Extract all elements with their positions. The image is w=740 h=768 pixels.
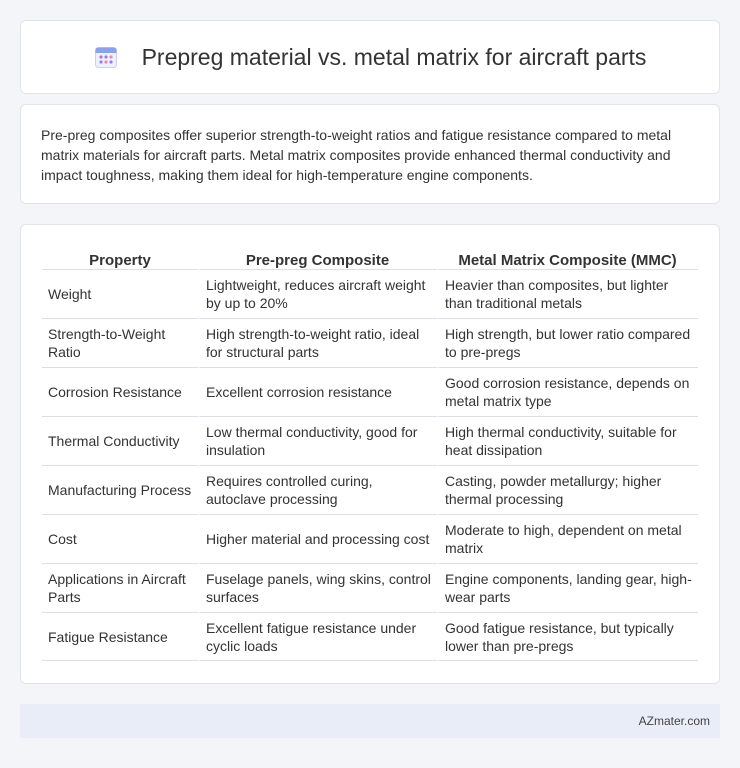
intro-card <box>20 104 720 204</box>
mmc-cell: Engine components, landing gear, high-wear parts <box>437 563 698 612</box>
page-title: Prepreg material vs. metal matrix for aircraft parts <box>141 43 647 70</box>
table-row <box>42 318 698 367</box>
property-cell: Fatigue Resistance <box>42 612 198 661</box>
prepreg-cell: Lightweight, reduces aircraft weight by up to 20% <box>198 269 437 318</box>
table-row <box>42 612 698 661</box>
property-cell: Manufacturing Process <box>42 465 198 514</box>
mmc-cell: Casting, powder metallurgy; higher thermal processing <box>437 465 698 514</box>
prepreg-cell: Fuselage panels, wing skins, control surfaces <box>198 563 437 612</box>
footer-site-link[interactable]: AZmater.com <box>638 714 710 728</box>
mmc-cell: Good corrosion resistance, depends on metal matrix type <box>437 367 698 416</box>
mmc-cell: Moderate to high, dependent on metal matrix <box>437 514 698 563</box>
header-property: Property <box>89 252 151 269</box>
property-cell: Weight <box>42 269 198 318</box>
footer <box>20 704 720 738</box>
header-mmc: Metal Matrix Composite (MMC) <box>458 252 677 269</box>
table-row <box>42 465 698 514</box>
comparison-table <box>42 245 698 661</box>
table-header-row <box>42 245 698 269</box>
table-row <box>42 514 698 563</box>
prepreg-cell: Excellent fatigue resistance under cyclic loads <box>198 612 437 661</box>
intro-text: Pre-preg composites offer superior strength-to-weight ratios and fatigue resistance compared to metal matrix materials for aircraft parts. Metal matrix composites provide enhanced thermal conductivity and impact toughness, making them ideal for high-temperature engine components. <box>41 127 672 183</box>
table-row <box>42 416 698 465</box>
table-row <box>42 367 698 416</box>
prepreg-cell: Requires controlled curing, autoclave processing <box>198 465 437 514</box>
table-row <box>42 269 698 318</box>
mmc-cell: High strength, but lower ratio compared to pre-pregs <box>437 318 698 367</box>
header-prepreg: Pre-preg Composite <box>245 252 390 269</box>
prepreg-cell: Low thermal conductivity, good for insulation <box>198 416 437 465</box>
property-cell: Applications in Aircraft Parts <box>42 563 198 612</box>
table-row <box>42 563 698 612</box>
property-cell: Cost <box>42 514 198 563</box>
mmc-cell: Heavier than composites, but lighter than traditional metals <box>437 269 698 318</box>
prepreg-cell: High strength-to-weight ratio, ideal for structural parts <box>198 318 437 367</box>
property-cell: Corrosion Resistance <box>42 367 198 416</box>
mmc-cell: Good fatigue resistance, but typically lower than pre-pregs <box>437 612 698 661</box>
prepreg-cell: Higher material and processing cost <box>198 514 437 563</box>
title-card <box>20 20 720 94</box>
property-cell: Thermal Conductivity <box>42 416 198 465</box>
prepreg-cell: Excellent corrosion resistance <box>198 367 437 416</box>
comparison-table-card <box>20 224 720 684</box>
mmc-cell: High thermal conductivity, suitable for heat dissipation <box>437 416 698 465</box>
calendar-icon <box>94 45 118 69</box>
property-cell: Strength-to-Weight Ratio <box>42 318 198 367</box>
